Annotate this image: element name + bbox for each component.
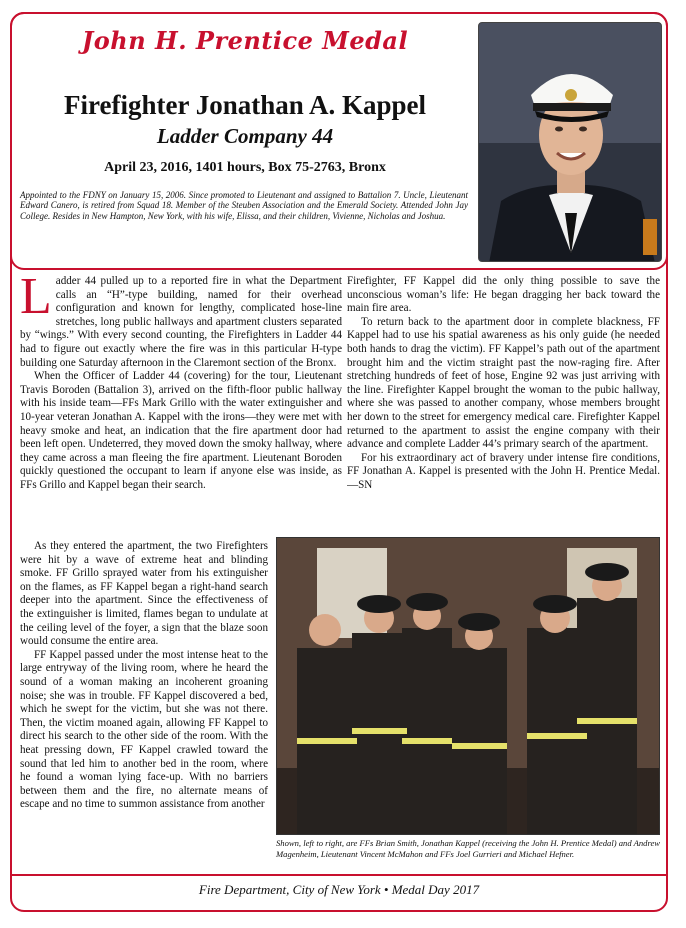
honoree-bio: Appointed to the FDNY on January 15, 2006. Since promoted to Lieutenant and assigned to Battalion 7. Uncle, Lieutenant Edward Canero, is retired from Squad 18. Member of the Steuben Association and the Emerald Society. Attended John Jay College. Resides in New Hampton, New York, with his wife, Elissa, and their children, Vivienne, Nicholas and Joshua. [20,190,468,221]
drop-cap: L [20,275,52,325]
incident-dateline: April 23, 2016, 1401 hours, Box 75-2763, Bronx [104,160,386,175]
footer-rule [10,874,668,876]
article-column-left-bottom [20,540,268,872]
article-paragraph-4: FF Kappel passed under the most intense heat to the large entryway of the living room, where he heard the sound of a woman making an incoherent groaning noise; she was in trouble. FF Kappel discovered a bed, which he swept for the victim, but she was not there. Then, the victim moaned again, allowing FF Kappel to direct his search to the other side of the room. With the heat pressing down, FF Kappel crawled toward the sound that led him to another bed in the room, where he found a woman lying face-up. With no barriers between them and the fire, no alternate means of escape and no time to summon assistance from another [20,648,268,811]
article-paragraph-5: Firefighter, FF Kappel did the only thing possible to save the unconscious woman’s life: He began dragging her back toward the main fire area. [347,275,660,315]
honoree-name: Firefighter Jonathan A. Kappel [63,90,427,120]
group-photo-illustration [277,538,660,835]
article-paragraph-7: For his extraordinary act of bravery under intense fire conditions, FF Jonathan A. Kappel is presented with the John H. Prentice Medal.—SN [347,451,660,491]
photo-caption: Shown, left to right, are FFs Brian Smith, Jonathan Kappel (receiving the John H. Prentice Medal) and Andrew Magenheim, Lieutenant Vincent McMahon and FFs Joel Gurrieri and Michael Hefner. [276,838,661,859]
portrait-illustration [479,23,662,262]
group-photo [276,537,660,835]
medal-title: John H. Prentice Medal [81,26,409,55]
article-paragraph-6: To return back to the apartment door in complete blackness, FF Kappel had to use his spatial awareness as his only guide (he needed both hands to drag the victim). FF Kappel’s path out of the apartment brought him and the victim straight past the now-raging fire. After stretching hundreds of feet of hose, Engine 92 was just arriving with the line. Firefighter Kappel brought the woman to the pubic hallway, where she was passed to another company, whose members brought her down to the street for emergency medical care. Firefighter Kappel returned to the apartment to assist the engine company with their advance and complete Ladder 44’s primary search of the apartment. [347,315,660,451]
article-paragraph-1 [20,275,342,370]
article-paragraph-3: As they entered the apartment, the two Firefighters were hit by a wave of extreme heat and blinding smoke. FF Grillo sprayed water from his extinguisher on the flames, as FF Kappel began a right-hand search deeper into the apartment. Since the effectiveness of the extinguisher is limited, flames began to undulate at the ceiling level of the foyer, a sign that the blaze soon would consume the entire area. [20,540,268,648]
article-column-right [347,275,660,527]
page-footer: Fire Department, City of New York • Medal Day 2017 [198,882,480,897]
paragraph-1-text: adder 44 pulled up to a reported fire in what the Department calls an “H”-type building, named for their overhead configuration and known for lengthy, complicated hose-line stretches, long public hallways and apartment clusters separated by “wings.” With every second counting, the Firefighters in Ladder 44 had to figure out exactly where the fire was in this particular H-type building one Saturday afternoon in the Claremont section of the Bronx. [20,275,342,369]
portrait-photo [478,22,662,262]
article-column-left-top [20,275,342,540]
article-paragraph-2: When the Officer of Ladder 44 (covering) for the tour, Lieutenant Travis Boroden (Battalion 3), arrived on the fifth-floor public hallway with his inside team—FFs Mark Grillo with the water extinguisher and 10-year veteran Jonathan A. Kappel with the irons—they were met with heavy smoke and heat, an indication that the fire apartment door had been left open. Undeterred, they moved down the smoky hallway, where they came across a man fleeing the fire apartment. Lieutenant Boroden quickly questioned the occupant to learn if anyone else was inside, as FFs Grillo and Kappel began their search. [20,370,342,491]
company-name: Ladder Company 44 [156,124,334,148]
